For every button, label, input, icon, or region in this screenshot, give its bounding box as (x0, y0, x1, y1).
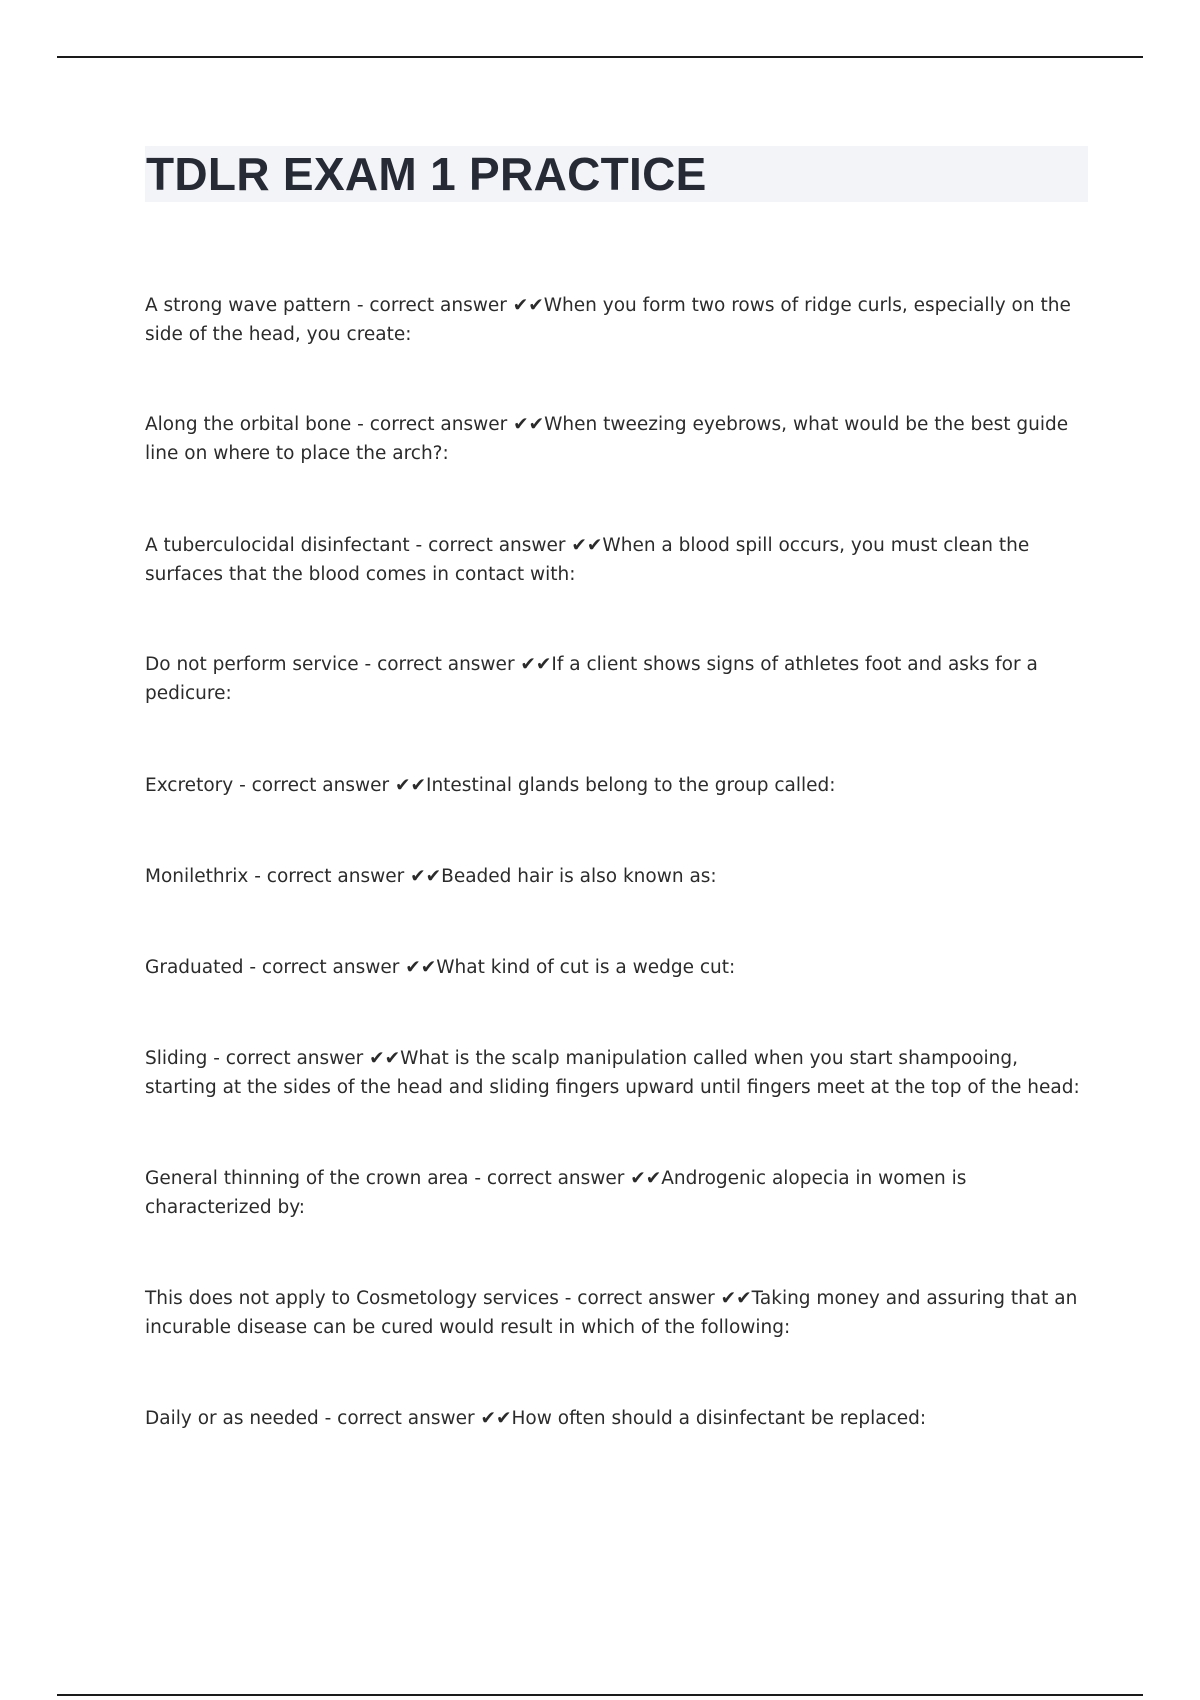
qa-entry: General thinning of the crown area - correct answer ✔✔Androgenic alopecia in women is characterized by: (145, 1168, 967, 1218)
qa-entry: Monilethrix - correct answer ✔✔Beaded hair is also known as: (145, 866, 717, 887)
bottom-rule (57, 1694, 1143, 1696)
qa-entry: A strong wave pattern - correct answer ✔✔When you form two rows of ridge curls, especially on the side of the head, you create: (145, 295, 1071, 345)
page-title: TDLR EXAM 1 PRACTICE (146, 148, 707, 200)
top-rule (57, 56, 1143, 58)
qa-entry: Do not perform service - correct answer ✔✔If a client shows signs of athletes foot and asks for a pedicure: (145, 654, 1038, 704)
qa-entry: Along the orbital bone - correct answer ✔✔When tweezing eyebrows, what would be the best guide line on where to place the arch?: (145, 414, 1069, 464)
qa-entry: Daily or as needed - correct answer ✔✔How often should a disinfectant be replaced: (145, 1408, 927, 1429)
qa-entry: Excretory - correct answer ✔✔Intestinal glands belong to the group called: (145, 775, 836, 796)
qa-entry: Graduated - correct answer ✔✔What kind of cut is a wedge cut: (145, 957, 736, 978)
qa-entry: Sliding - correct answer ✔✔What is the scalp manipulation called when you start shampooing, starting at the sides of the head and sliding fingers upward until fingers meet at the top of the head: (145, 1048, 1080, 1098)
qa-entry: A tuberculocidal disinfectant - correct answer ✔✔When a blood spill occurs, you must clean the surfaces that the blood comes in contact with: (145, 535, 1030, 585)
qa-entry: This does not apply to Cosmetology services - correct answer ✔✔Taking money and assuring that an incurable disease can be cured would result in which of the following: (145, 1288, 1078, 1338)
